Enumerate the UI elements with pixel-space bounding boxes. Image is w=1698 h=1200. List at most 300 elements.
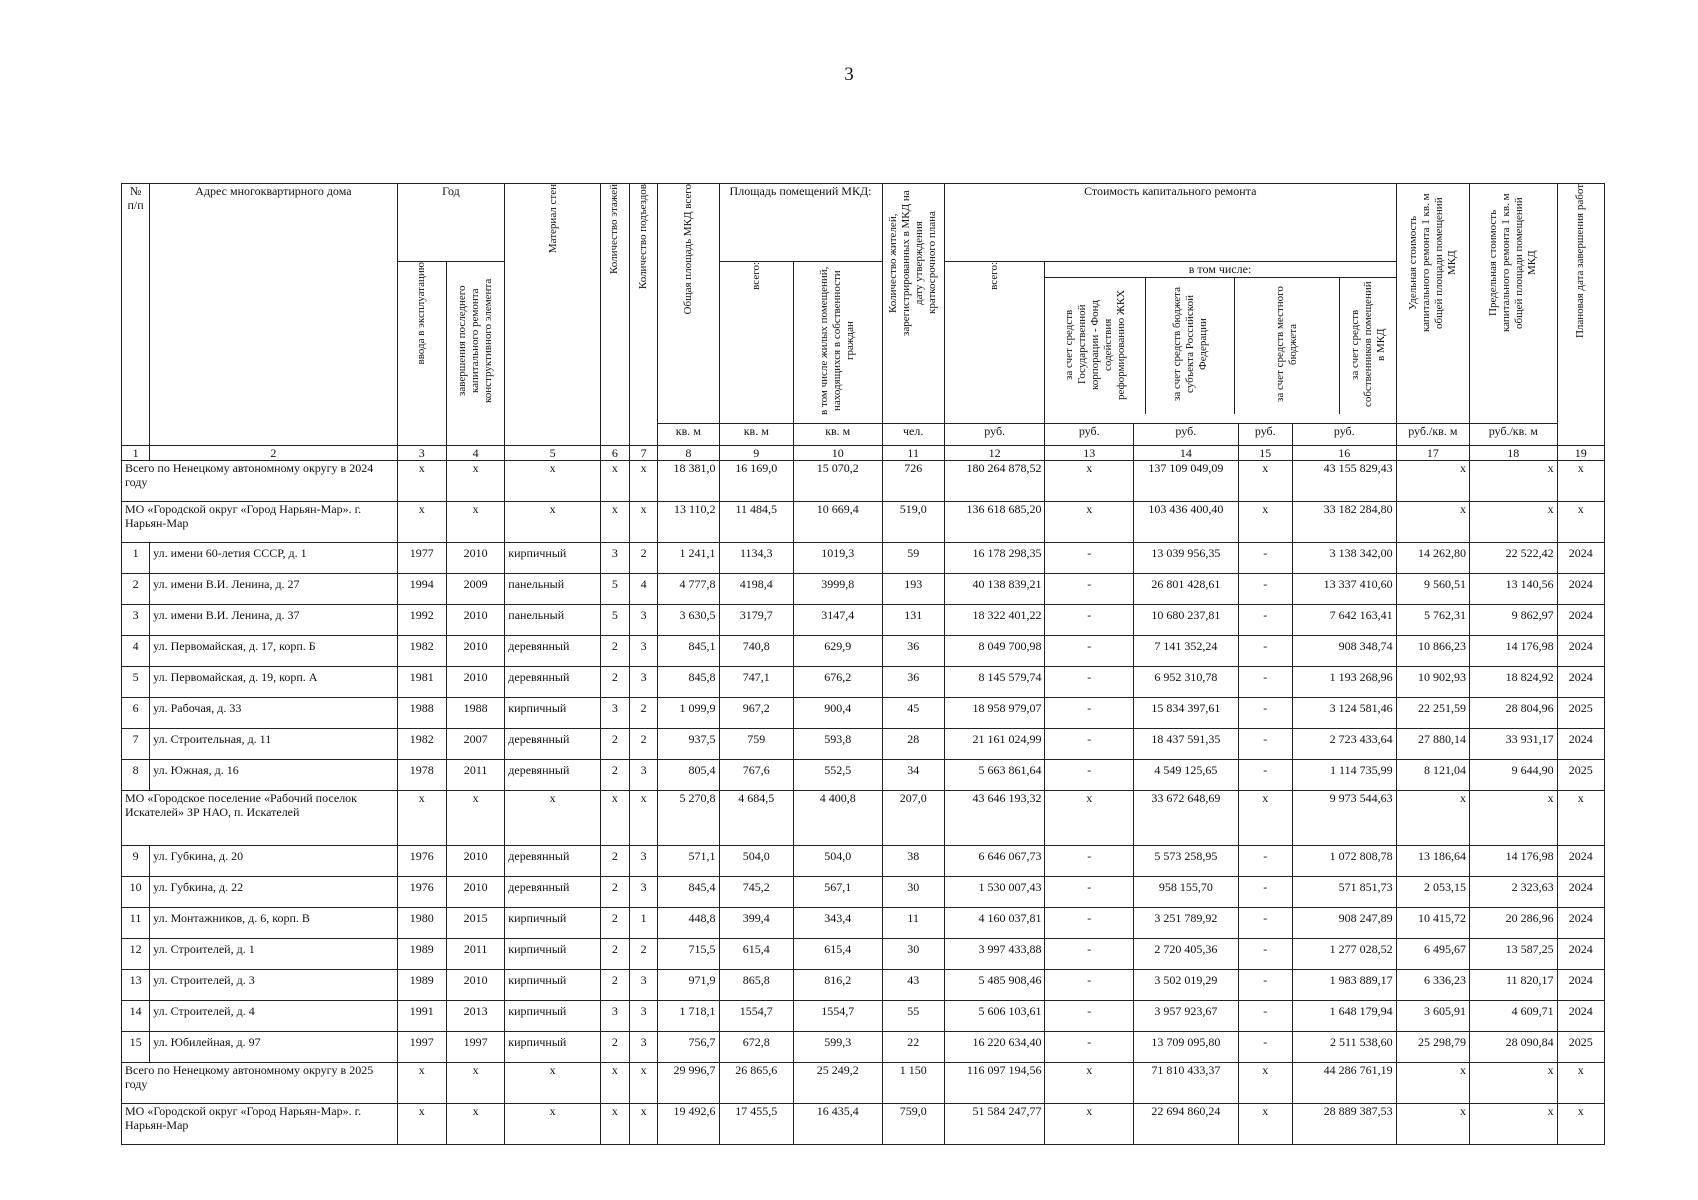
table-row (122, 636, 1605, 667)
table-cell: 615,4 (719, 939, 793, 970)
column-number: 18 (1470, 446, 1558, 461)
table-cell: 715,5 (658, 939, 719, 970)
table-cell: 759,0 (882, 1104, 944, 1145)
table-cell: 740,8 (719, 636, 793, 667)
summary-row (122, 1063, 1605, 1104)
summary-row (122, 791, 1605, 846)
table-cell: 18 381,0 (658, 461, 719, 502)
summary-label: Всего по Ненецкому автономному округу в 2024 году (122, 461, 398, 502)
table-cell: 2024 (1557, 605, 1604, 636)
table-cell: 6 646 067,73 (944, 846, 1045, 877)
table-cell: x (630, 791, 658, 846)
table-cell: 2 (630, 729, 658, 760)
table-cell: 19 492,6 (658, 1104, 719, 1145)
table-cell: 1982 (397, 636, 446, 667)
table-cell: 44 286 761,19 (1292, 1063, 1396, 1104)
table-cell: 18 437 591,35 (1134, 729, 1239, 760)
column-number: 6 (600, 446, 629, 461)
table-cell: 14 176,98 (1470, 846, 1558, 877)
table-cell: 18 958 979,07 (944, 698, 1045, 729)
table-row (122, 1032, 1605, 1063)
table-cell: 33 672 648,69 (1134, 791, 1239, 846)
table-cell: 2 511 538,60 (1292, 1032, 1396, 1063)
table-cell: 2025 (1557, 698, 1604, 729)
table-cell: 1982 (397, 729, 446, 760)
header-entrances: Количество подъездов (630, 184, 658, 446)
table-cell: 26 801 428,61 (1134, 574, 1239, 605)
table-cell: 2013 (446, 1001, 504, 1032)
address-cell: ул. Монтажников, д. 6, корп. В (150, 908, 397, 939)
table-cell: x (397, 1063, 446, 1104)
address-cell: ул. Строителей, д. 1 (150, 939, 397, 970)
table-cell: 5 663 861,64 (944, 760, 1045, 791)
table-cell: - (1238, 605, 1292, 636)
header-cost-owners: за счет средств собственников помещений в МКД (1348, 281, 1387, 408)
table-cell: 3 (630, 877, 658, 908)
table-cell: 599,3 (793, 1032, 882, 1063)
table-cell: 900,4 (793, 698, 882, 729)
table-cell: 816,2 (793, 970, 882, 1001)
column-number: 10 (793, 446, 882, 461)
table-cell: 1997 (446, 1032, 504, 1063)
header-year-last-repair: завершения последнего капитального ремонта конструктивного элемента (446, 262, 504, 446)
table-cell: кирпичный (505, 908, 601, 939)
table-cell: 28 090,84 (1470, 1032, 1558, 1063)
table-cell: - (1238, 970, 1292, 1001)
table-row (122, 605, 1605, 636)
table-cell: 2007 (446, 729, 504, 760)
column-number: 19 (1557, 446, 1604, 461)
header-year-commission: ввода в эксплуатацию (397, 262, 446, 446)
table-row (122, 939, 1605, 970)
table-cell: 1997 (397, 1032, 446, 1063)
table-cell: 22 694 860,24 (1134, 1104, 1239, 1145)
table-cell: 4198,4 (719, 574, 793, 605)
table-cell: 2025 (1557, 760, 1604, 791)
table-cell: x (1238, 791, 1292, 846)
table-row (122, 543, 1605, 574)
unit-unit-cost: руб./кв. м (1396, 424, 1469, 446)
table-cell: 1 241,1 (658, 543, 719, 574)
table-row (122, 760, 1605, 791)
table-cell: 2 (600, 846, 629, 877)
table-cell: 10 415,72 (1396, 908, 1469, 939)
header-premises-area: Площадь помещений МКД: (719, 184, 882, 262)
table-cell: панельный (505, 605, 601, 636)
table-cell: - (1045, 605, 1134, 636)
table-cell: 207,0 (882, 791, 944, 846)
table-cell: 1 648 179,94 (1292, 1001, 1396, 1032)
table-cell: 745,2 (719, 877, 793, 908)
column-number: 3 (397, 446, 446, 461)
table-cell: деревянный (505, 729, 601, 760)
column-number: 5 (505, 446, 601, 461)
table-cell: 593,8 (793, 729, 882, 760)
table-cell: кирпичный (505, 1001, 601, 1032)
table-cell: 136 618 685,20 (944, 502, 1045, 543)
table-cell: 2024 (1557, 667, 1604, 698)
table-cell: 2024 (1557, 729, 1604, 760)
table-cell: 33 182 284,80 (1292, 502, 1396, 543)
table-cell: 2 (600, 877, 629, 908)
table-cell: 25 298,79 (1396, 1032, 1469, 1063)
table-cell: x (446, 461, 504, 502)
table-cell: - (1238, 908, 1292, 939)
table-cell: 2 720 405,36 (1134, 939, 1239, 970)
table-cell: 22 522,42 (1470, 543, 1558, 574)
header-max-unit-cost: Предельная стоимость капитального ремонта 1 кв. м общей площади помещений МКД (1470, 184, 1558, 424)
table-cell: x (397, 502, 446, 543)
unit-cost-fund: руб. (1045, 424, 1134, 446)
table-cell: 3 997 433,88 (944, 939, 1045, 970)
table-cell: 3 (630, 605, 658, 636)
table-cell: 18 824,92 (1470, 667, 1558, 698)
table-cell: 193 (882, 574, 944, 605)
table-cell: - (1045, 543, 1134, 574)
row-number: 13 (122, 970, 150, 1001)
table-cell: 13 140,56 (1470, 574, 1558, 605)
table-cell: 2010 (446, 543, 504, 574)
table-cell: 1 150 (882, 1063, 944, 1104)
row-number: 11 (122, 908, 150, 939)
table-cell: 16 220 634,40 (944, 1032, 1045, 1063)
header-cost-total: всего: (944, 262, 1045, 424)
table-cell: x (397, 791, 446, 846)
address-cell: ул. имени В.И. Ленина, д. 37 (150, 605, 397, 636)
table-cell: 2024 (1557, 970, 1604, 1001)
table-cell: 726 (882, 461, 944, 502)
table-cell: 767,6 (719, 760, 793, 791)
table-cell: x (1045, 502, 1134, 543)
table-cell: 2024 (1557, 908, 1604, 939)
table-cell: x (1396, 502, 1469, 543)
table-cell: x (600, 791, 629, 846)
page-number: 3 (844, 64, 854, 85)
header-unit-cost: Удельная стоимость капитального ремонта 1 кв. м общей площади помещений МКД (1396, 184, 1469, 424)
table-cell: 43 646 193,32 (944, 791, 1045, 846)
table-cell: 30 (882, 877, 944, 908)
table-cell: 26 865,6 (719, 1063, 793, 1104)
table-cell: 3 (600, 1001, 629, 1032)
table-cell: 2010 (446, 636, 504, 667)
table-cell: 759 (719, 729, 793, 760)
row-number: 10 (122, 877, 150, 908)
table-cell: - (1045, 667, 1134, 698)
table-cell: 1991 (397, 1001, 446, 1032)
table-cell: x (1396, 1104, 1469, 1145)
address-cell: ул. Губкина, д. 22 (150, 877, 397, 908)
table-cell: - (1238, 729, 1292, 760)
table-cell: 5 485 908,46 (944, 970, 1045, 1001)
table-cell: - (1045, 877, 1134, 908)
header-premises-total: всего: (719, 262, 793, 424)
table-cell: 51 584 247,77 (944, 1104, 1045, 1145)
column-number: 12 (944, 446, 1045, 461)
table-cell: 3 (630, 760, 658, 791)
table-cell: 2009 (446, 574, 504, 605)
table-cell: 504,0 (719, 846, 793, 877)
table-cell: x (600, 1063, 629, 1104)
row-number: 15 (122, 1032, 150, 1063)
header-premises-residential: в том числе жилых помещений, находящихся в собственности граждан (793, 262, 882, 424)
table-cell: 2010 (446, 877, 504, 908)
table-cell: 71 810 433,37 (1134, 1063, 1239, 1104)
table-cell: 6 336,23 (1396, 970, 1469, 1001)
table-cell: 10 680 237,81 (1134, 605, 1239, 636)
table-cell: 1977 (397, 543, 446, 574)
header-cost-regional: за счет средств бюджета субъекта Российской Федерации (1146, 278, 1235, 414)
table-cell: 9 644,90 (1470, 760, 1558, 791)
table-cell: 17 455,5 (719, 1104, 793, 1145)
table-cell: 43 155 829,43 (1292, 461, 1396, 502)
table-cell: 1989 (397, 939, 446, 970)
table-cell: 103 436 400,40 (1134, 502, 1239, 543)
table-cell: x (1557, 502, 1604, 543)
column-number: 7 (630, 446, 658, 461)
table-cell: 10 866,23 (1396, 636, 1469, 667)
table-cell: 5 606 103,61 (944, 1001, 1045, 1032)
table-cell: 2 (600, 729, 629, 760)
table-cell: 4 777,8 (658, 574, 719, 605)
table-row (122, 908, 1605, 939)
table-cell: 2015 (446, 908, 504, 939)
table-cell: 3 (600, 698, 629, 729)
address-cell: ул. Рабочая, д. 33 (150, 698, 397, 729)
table-cell: 908 247,89 (1292, 908, 1396, 939)
header-address: Адрес многоквартирного дома (150, 184, 397, 446)
header-wall-material: Материал стен (505, 184, 601, 446)
table-cell: 7 642 163,41 (1292, 605, 1396, 636)
table-cell: 4 684,5 (719, 791, 793, 846)
table-cell: 1 072 808,78 (1292, 846, 1396, 877)
table-cell: 2 053,15 (1396, 877, 1469, 908)
address-cell: ул. имени В.И. Ленина, д. 27 (150, 574, 397, 605)
row-number: 1 (122, 543, 150, 574)
table-cell: 13 186,64 (1396, 846, 1469, 877)
table-row (122, 698, 1605, 729)
table-cell: 1992 (397, 605, 446, 636)
table-cell: x (1238, 461, 1292, 502)
row-number: 8 (122, 760, 150, 791)
table-body (122, 446, 1605, 1145)
table-cell: 5 (600, 605, 629, 636)
table-cell: 2 (600, 667, 629, 698)
table-cell: 1978 (397, 760, 446, 791)
unit-premises-total: кв. м (719, 424, 793, 446)
table-cell: деревянный (505, 636, 601, 667)
table-cell: - (1045, 574, 1134, 605)
column-number: 2 (150, 446, 397, 461)
table-cell: x (1470, 1104, 1558, 1145)
table-cell: 845,4 (658, 877, 719, 908)
table-cell: 8 145 579,74 (944, 667, 1045, 698)
table-cell: 9 560,51 (1396, 574, 1469, 605)
table-cell: - (1238, 698, 1292, 729)
table-cell: x (505, 1104, 601, 1145)
table-cell: x (1045, 461, 1134, 502)
table-cell: x (1396, 1063, 1469, 1104)
table-cell: - (1238, 667, 1292, 698)
address-cell: ул. Губкина, д. 20 (150, 846, 397, 877)
table-cell: x (446, 791, 504, 846)
column-number-row (122, 446, 1605, 461)
table-cell: 567,1 (793, 877, 882, 908)
address-cell: ул. имени 60-летия СССР, д. 1 (150, 543, 397, 574)
header-including: в том числе: (1045, 262, 1396, 278)
table-cell: 5 270,8 (658, 791, 719, 846)
table-cell: - (1238, 543, 1292, 574)
column-number: 13 (1045, 446, 1134, 461)
row-number: 12 (122, 939, 150, 970)
column-number: 4 (446, 446, 504, 461)
table-cell: x (446, 1063, 504, 1104)
table-cell: деревянный (505, 760, 601, 791)
table-cell: x (1396, 791, 1469, 846)
table-cell: 55 (882, 1001, 944, 1032)
table-cell: 16 169,0 (719, 461, 793, 502)
table-cell: 6 952 310,78 (1134, 667, 1239, 698)
table-cell: - (1238, 760, 1292, 791)
table-cell: 9 973 544,63 (1292, 791, 1396, 846)
table-cell: x (505, 1063, 601, 1104)
table-cell: x (630, 502, 658, 543)
column-number: 17 (1396, 446, 1469, 461)
table-cell: - (1045, 970, 1134, 1001)
table-cell: 27 880,14 (1396, 729, 1469, 760)
table-cell: 1994 (397, 574, 446, 605)
table-cell: 2024 (1557, 543, 1604, 574)
table-cell: x (397, 461, 446, 502)
table-cell: 865,8 (719, 970, 793, 1001)
table-cell: 3 (630, 667, 658, 698)
table-cell: 36 (882, 667, 944, 698)
table-cell: 448,8 (658, 908, 719, 939)
table-cell: x (1045, 1104, 1134, 1145)
table-cell: 28 889 387,53 (1292, 1104, 1396, 1145)
table-cell: кирпичный (505, 1032, 601, 1063)
table-cell: 937,5 (658, 729, 719, 760)
table-cell: 38 (882, 846, 944, 877)
row-number: 4 (122, 636, 150, 667)
table-cell: - (1045, 846, 1134, 877)
table-cell: - (1045, 636, 1134, 667)
table-cell: 4 609,71 (1470, 1001, 1558, 1032)
header-year: Год (397, 184, 505, 262)
table-cell: 11 820,17 (1470, 970, 1558, 1001)
table-cell: 2024 (1557, 1001, 1604, 1032)
table-cell: 1554,7 (719, 1001, 793, 1032)
table-cell: x (1238, 1104, 1292, 1145)
table-cell: кирпичный (505, 939, 601, 970)
table-cell: 2 (630, 939, 658, 970)
table-cell: 2024 (1557, 636, 1604, 667)
table-cell: 21 161 024,99 (944, 729, 1045, 760)
table-row (122, 1001, 1605, 1032)
table-cell: 30 (882, 939, 944, 970)
table-cell: - (1045, 698, 1134, 729)
table-cell: x (1045, 1063, 1134, 1104)
table-cell: 1554,7 (793, 1001, 882, 1032)
table-cell: 958 155,70 (1134, 877, 1239, 908)
table-cell: - (1238, 574, 1292, 605)
table-cell: 2 (600, 760, 629, 791)
column-number: 14 (1134, 446, 1239, 461)
table-cell: 180 264 878,52 (944, 461, 1045, 502)
table-row (122, 877, 1605, 908)
table-cell: x (505, 502, 601, 543)
table-cell: 2010 (446, 667, 504, 698)
address-cell: ул. Юбилейная, д. 97 (150, 1032, 397, 1063)
table-cell: x (1557, 791, 1604, 846)
table-cell: 1988 (397, 698, 446, 729)
table-cell: 1 114 735,99 (1292, 760, 1396, 791)
table-cell: деревянный (505, 877, 601, 908)
unit-residents: чел. (882, 424, 944, 446)
unit-max-unit-cost: руб./кв. м (1470, 424, 1558, 446)
table-cell: 3 957 923,67 (1134, 1001, 1239, 1032)
table-cell: 45 (882, 698, 944, 729)
table-cell: 571 851,73 (1292, 877, 1396, 908)
table-cell: 5 762,31 (1396, 605, 1469, 636)
column-number: 9 (719, 446, 793, 461)
table-cell: 3 124 581,46 (1292, 698, 1396, 729)
table-cell: 4 400,8 (793, 791, 882, 846)
table-cell: 34 (882, 760, 944, 791)
table-cell: 2010 (446, 970, 504, 1001)
table-cell: 13 110,2 (658, 502, 719, 543)
column-number: 8 (658, 446, 719, 461)
table-cell: кирпичный (505, 970, 601, 1001)
table-cell: 18 322 401,22 (944, 605, 1045, 636)
table-cell: 3 (630, 636, 658, 667)
table-row (122, 667, 1605, 698)
table-cell: x (1045, 791, 1134, 846)
table-cell: 43 (882, 970, 944, 1001)
table-cell: x (600, 502, 629, 543)
table-cell: 2011 (446, 939, 504, 970)
table-cell: 4 (630, 574, 658, 605)
table-cell: x (446, 502, 504, 543)
table-cell: 2024 (1557, 574, 1604, 605)
table-cell: кирпичный (505, 543, 601, 574)
table-cell: 2024 (1557, 846, 1604, 877)
table-cell: 22 (882, 1032, 944, 1063)
table-cell: - (1238, 939, 1292, 970)
table-cell: кирпичный (505, 698, 601, 729)
table-cell: 2 723 433,64 (1292, 729, 1396, 760)
table-cell: 2024 (1557, 939, 1604, 970)
table-cell: панельный (505, 574, 601, 605)
table-cell: x (1470, 502, 1558, 543)
table-cell: 3147,4 (793, 605, 882, 636)
unit-cost-total: руб. (944, 424, 1045, 446)
table-cell: 3 605,91 (1396, 1001, 1469, 1032)
table-cell: 2 (630, 698, 658, 729)
row-number: 2 (122, 574, 150, 605)
summary-row (122, 502, 1605, 543)
table-cell: 845,1 (658, 636, 719, 667)
table-cell: x (1557, 461, 1604, 502)
table-cell: 2010 (446, 605, 504, 636)
table-cell: x (1396, 461, 1469, 502)
row-number: 5 (122, 667, 150, 698)
table-cell: 137 109 049,09 (1134, 461, 1239, 502)
table-cell: - (1238, 846, 1292, 877)
table-cell: 1 530 007,43 (944, 877, 1045, 908)
unit-total-area: кв. м (658, 424, 719, 446)
table-cell: - (1045, 760, 1134, 791)
table-cell: 5 (600, 574, 629, 605)
